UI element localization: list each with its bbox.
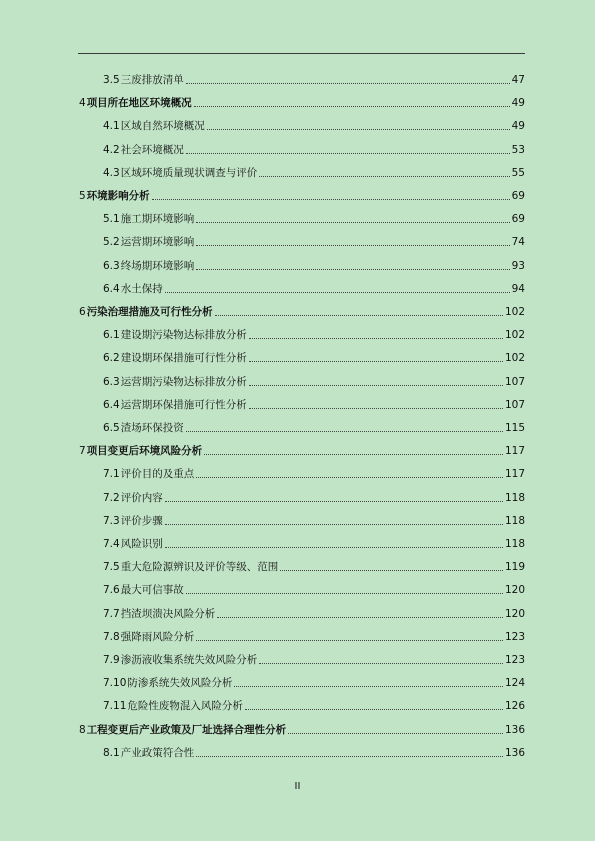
toc-entry-page: 118 bbox=[504, 514, 525, 527]
toc-dot-leader bbox=[196, 269, 509, 270]
toc-entry-page: 124 bbox=[504, 677, 525, 690]
toc-section-entry[interactable] bbox=[103, 229, 525, 249]
toc-entry-title: 运营期污染物达标排放分析 bbox=[120, 375, 247, 388]
toc-section-entry[interactable] bbox=[103, 531, 525, 551]
toc-section-entry[interactable] bbox=[103, 670, 525, 690]
toc-entry-page: 102 bbox=[504, 352, 525, 365]
toc-entry-number: 7.3 bbox=[103, 514, 120, 527]
toc-entry-page: 117 bbox=[504, 445, 525, 458]
toc-entry-page: 120 bbox=[504, 584, 525, 597]
toc-chapter-entry[interactable] bbox=[79, 717, 525, 737]
toc-entry-number: 6.5 bbox=[103, 422, 120, 434]
toc-dot-leader bbox=[152, 199, 510, 200]
toc-chapter-entry[interactable] bbox=[79, 299, 525, 319]
toc-entry-page: 126 bbox=[504, 700, 525, 713]
toc-entry-number: 7.4 bbox=[103, 538, 120, 550]
toc-entry-title: 社会环境概况 bbox=[120, 143, 184, 156]
toc-entry-page: 119 bbox=[504, 561, 525, 574]
toc-entry-title: 渗沥液收集系统失效风险分析 bbox=[120, 654, 258, 666]
toc-entry-number: 7 bbox=[79, 445, 86, 458]
toc-section-entry[interactable] bbox=[103, 508, 525, 528]
toc-dot-leader bbox=[217, 617, 503, 618]
toc-entry-number: 7.11 bbox=[103, 700, 127, 713]
page-number: II bbox=[294, 781, 301, 792]
toc-entry-number: 8 bbox=[79, 723, 86, 736]
toc-entry-title: 评价步骤 bbox=[120, 514, 163, 527]
toc-dot-leader bbox=[186, 153, 510, 154]
toc-entry-title: 危险性废物混入风险分析 bbox=[127, 700, 243, 713]
toc-entry-title: 强降雨风险分析 bbox=[120, 630, 195, 643]
toc-entry-number: 7.2 bbox=[103, 491, 120, 504]
toc-entry-number: 7.8 bbox=[103, 630, 120, 643]
toc-dot-leader bbox=[186, 431, 503, 432]
toc-section-entry[interactable] bbox=[103, 345, 525, 365]
toc-entry-title: 产业政策符合性 bbox=[120, 746, 195, 759]
toc-entry-number: 8.1 bbox=[103, 746, 120, 759]
toc-entry-title: 区域环境质量现状调查与评价 bbox=[120, 166, 258, 179]
toc-entry-title: 环境影响分析 bbox=[86, 190, 150, 202]
toc-entry-page: 69 bbox=[511, 190, 525, 202]
toc-dot-leader bbox=[249, 338, 503, 339]
toc-dot-leader bbox=[165, 292, 510, 293]
toc-entry-number: 7.5 bbox=[103, 561, 120, 574]
toc-entry-page: 93 bbox=[511, 259, 525, 272]
toc-entry-page: 94 bbox=[511, 282, 525, 295]
toc-entry-title: 项目所在地区环境概况 bbox=[86, 97, 192, 110]
toc-entry-page: 123 bbox=[504, 654, 525, 666]
toc-dot-leader bbox=[196, 222, 509, 223]
toc-dot-leader bbox=[249, 361, 503, 362]
toc-chapter-entry[interactable] bbox=[79, 183, 525, 203]
toc-section-entry[interactable] bbox=[103, 601, 525, 621]
toc-entry-page: 55 bbox=[511, 166, 525, 179]
toc-section-entry[interactable] bbox=[103, 160, 525, 180]
toc-entry-number: 6.4 bbox=[103, 282, 120, 295]
toc-entry-title: 防渗系统失效风险分析 bbox=[127, 677, 233, 690]
toc-dot-leader bbox=[165, 547, 503, 548]
toc-entry-page: 118 bbox=[504, 538, 525, 550]
toc-section-entry[interactable] bbox=[103, 392, 525, 412]
header-rule bbox=[78, 53, 525, 54]
toc-dot-leader bbox=[186, 593, 503, 594]
toc-entry-number: 4 bbox=[79, 97, 86, 110]
toc-entry-title: 施工期环境影响 bbox=[120, 213, 195, 226]
toc-entry-title: 项目变更后环境风险分析 bbox=[86, 445, 203, 458]
toc-dot-leader bbox=[196, 640, 503, 641]
toc-entry-title: 最大可信事故 bbox=[120, 584, 184, 597]
toc-section-entry[interactable] bbox=[103, 322, 525, 342]
toc-entry-number: 7.6 bbox=[103, 584, 120, 597]
toc-entry-number: 6.2 bbox=[103, 352, 120, 365]
toc-entry-title: 运营期环境影响 bbox=[120, 236, 195, 249]
toc-entry-title: 运营期环保措施可行性分析 bbox=[120, 398, 247, 411]
toc-entry-number: 5.2 bbox=[103, 236, 120, 249]
toc-entry-title: 评价内容 bbox=[120, 491, 163, 504]
toc-entry-page: 120 bbox=[504, 607, 525, 620]
toc-entry-page: 53 bbox=[511, 143, 525, 156]
toc-section-entry[interactable] bbox=[103, 693, 525, 713]
toc-section-entry[interactable] bbox=[103, 624, 525, 644]
toc-dot-leader bbox=[280, 570, 503, 571]
toc-entry-number: 3.5 bbox=[103, 74, 120, 86]
toc-entry-title: 重大危险源辨识及评价等级、范围 bbox=[120, 561, 279, 574]
toc-dot-leader bbox=[186, 83, 510, 84]
toc-section-entry[interactable] bbox=[103, 137, 525, 157]
toc-entry-page: 136 bbox=[504, 723, 525, 736]
toc-entry-title: 工程变更后产业政策及厂址选择合理性分析 bbox=[86, 723, 287, 736]
toc-section-entry[interactable] bbox=[103, 740, 525, 760]
toc-entry-title: 终场期环境影响 bbox=[120, 259, 195, 272]
toc-entry-number: 6.4 bbox=[103, 398, 120, 411]
toc-section-entry[interactable] bbox=[103, 67, 525, 87]
toc-entry-number: 6.1 bbox=[103, 329, 120, 342]
toc-dot-leader bbox=[204, 454, 503, 455]
toc-entry-page: 49 bbox=[511, 97, 525, 110]
toc-entry-page: 136 bbox=[504, 746, 525, 759]
toc-entry-page: 47 bbox=[511, 74, 525, 86]
toc-entry-page: 74 bbox=[511, 236, 525, 249]
toc-section-entry[interactable] bbox=[103, 206, 525, 226]
toc-dot-leader bbox=[165, 524, 503, 525]
toc-entry-title: 评价目的及重点 bbox=[120, 468, 195, 481]
toc-entry-number: 7.9 bbox=[103, 654, 120, 666]
toc-entry-page: 117 bbox=[504, 468, 525, 481]
toc-dot-leader bbox=[245, 709, 503, 710]
toc-dot-leader bbox=[259, 663, 503, 664]
toc-dot-leader bbox=[207, 129, 510, 130]
toc-chapter-entry[interactable] bbox=[79, 90, 525, 110]
toc-entry-page: 102 bbox=[504, 329, 525, 342]
toc-entry-page: 102 bbox=[504, 306, 525, 318]
toc-entry-number: 7.7 bbox=[103, 607, 120, 620]
toc-entry-number: 4.2 bbox=[103, 143, 120, 156]
toc-entry-title: 区域自然环境概况 bbox=[120, 120, 205, 133]
toc-dot-leader bbox=[196, 756, 503, 757]
toc-section-entry[interactable] bbox=[103, 485, 525, 505]
toc-section-entry[interactable] bbox=[103, 415, 525, 435]
toc-entry-title: 建设期环保措施可行性分析 bbox=[120, 352, 247, 365]
toc-dot-leader bbox=[249, 385, 503, 386]
toc-entry-number: 5.1 bbox=[103, 213, 120, 226]
toc-entry-page: 107 bbox=[504, 398, 525, 411]
toc-entry-page: 123 bbox=[504, 630, 525, 643]
toc-entry-title: 风险识别 bbox=[120, 538, 163, 550]
toc-dot-leader bbox=[196, 245, 509, 246]
toc-entry-number: 5 bbox=[79, 190, 86, 202]
toc-entry-title: 污染治理措施及可行性分析 bbox=[86, 306, 213, 318]
toc-chapter-entry[interactable] bbox=[79, 438, 525, 458]
toc-section-entry[interactable] bbox=[103, 369, 525, 389]
toc-entry-number: 6.3 bbox=[103, 259, 120, 272]
toc-section-entry[interactable] bbox=[103, 461, 525, 481]
toc-section-entry[interactable] bbox=[103, 577, 525, 597]
toc-entry-page: 49 bbox=[511, 120, 525, 133]
toc-entry-title: 建设期污染物达标排放分析 bbox=[120, 329, 247, 342]
toc-entry-page: 115 bbox=[504, 422, 525, 434]
toc-section-entry[interactable] bbox=[103, 113, 525, 133]
toc-dot-leader bbox=[234, 686, 503, 687]
toc-entry-page: 107 bbox=[504, 375, 525, 388]
toc-section-entry[interactable] bbox=[103, 276, 525, 296]
toc-dot-leader bbox=[215, 315, 503, 316]
toc-entry-title: 水土保持 bbox=[120, 282, 163, 295]
toc-dot-leader bbox=[194, 106, 510, 107]
toc-entry-number: 6 bbox=[79, 306, 86, 318]
toc-entry-number: 6.3 bbox=[103, 375, 120, 388]
toc-entry-number: 4.1 bbox=[103, 120, 120, 133]
toc-entry-title: 挡渣坝溃决风险分析 bbox=[120, 607, 216, 620]
toc-dot-leader bbox=[249, 408, 503, 409]
toc-section-entry[interactable] bbox=[103, 253, 525, 273]
toc-section-entry[interactable] bbox=[103, 647, 525, 667]
toc-entry-number: 4.3 bbox=[103, 166, 120, 179]
toc-entry-title: 渣场环保投资 bbox=[120, 422, 184, 434]
toc-entry-number: 7.1 bbox=[103, 468, 120, 481]
toc-dot-leader bbox=[165, 501, 503, 502]
toc-entry-page: 69 bbox=[511, 213, 525, 226]
toc-dot-leader bbox=[288, 733, 503, 734]
toc-entry-number: 7.10 bbox=[103, 677, 127, 690]
toc-entry-title: 三废排放清单 bbox=[120, 74, 184, 86]
toc-dot-leader bbox=[196, 477, 503, 478]
toc-entry-page: 118 bbox=[504, 491, 525, 504]
toc-dot-leader bbox=[259, 176, 509, 177]
toc-section-entry[interactable] bbox=[103, 554, 525, 574]
